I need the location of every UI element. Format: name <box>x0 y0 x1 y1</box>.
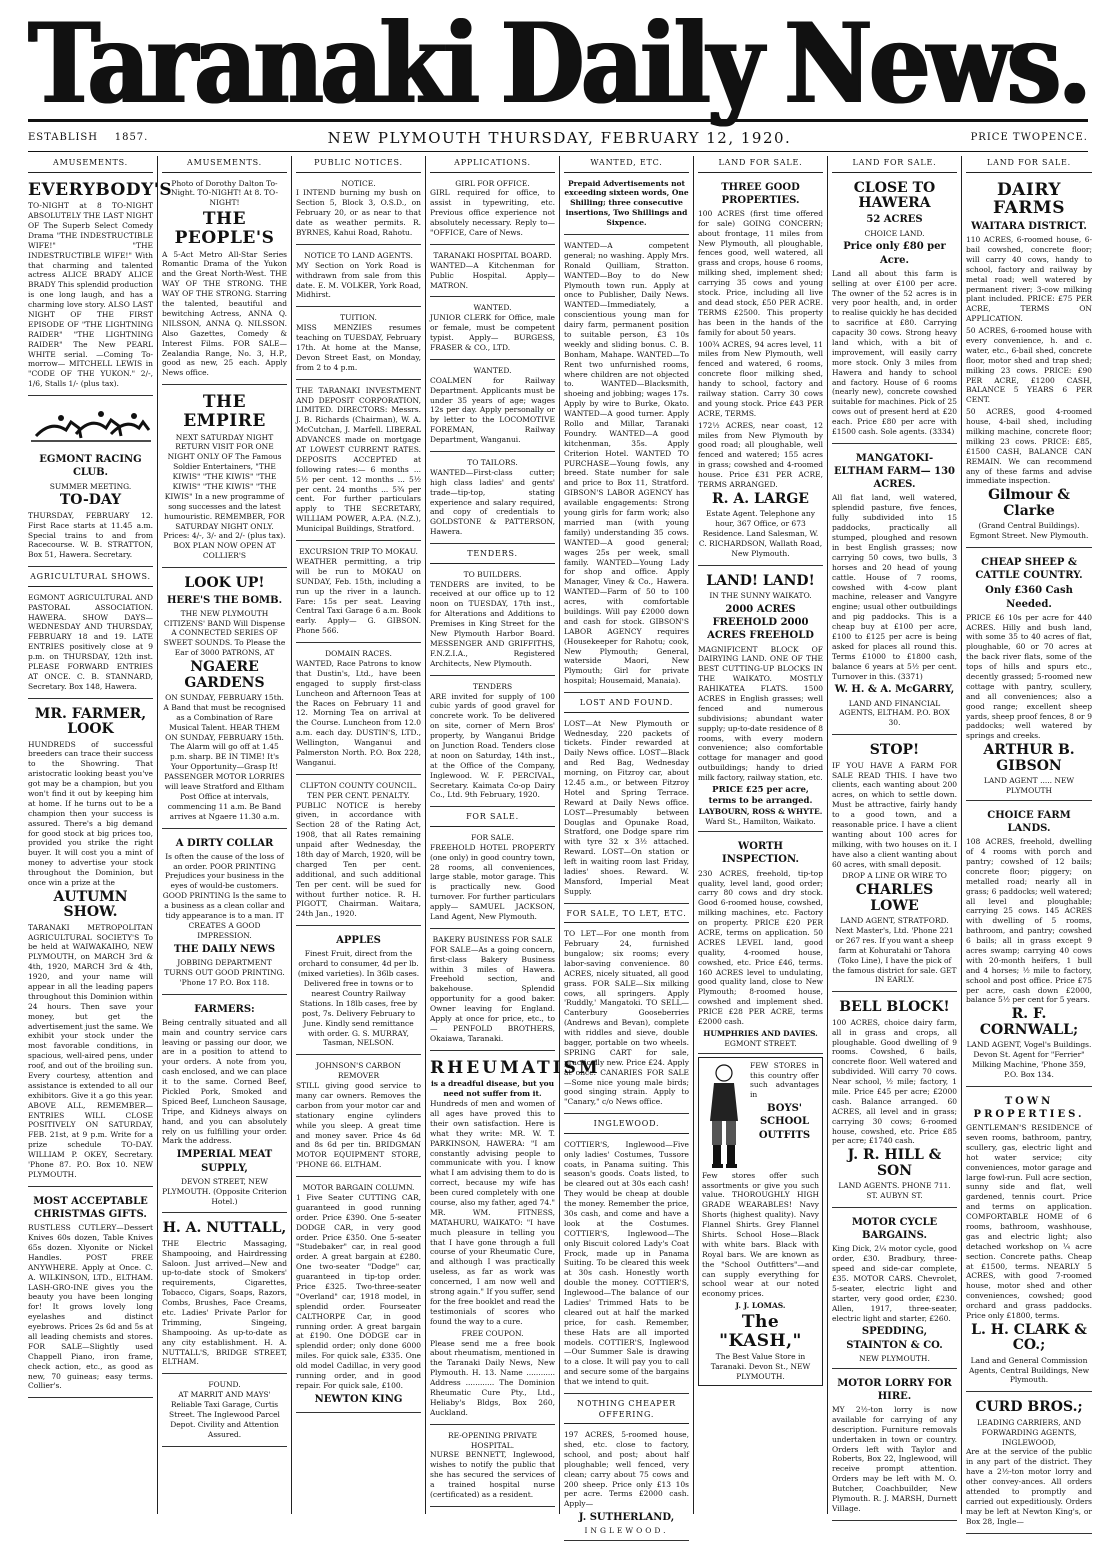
ad-title: MOST ACCEPTABLE CHRISTMAS GIFTS. <box>33 1195 148 1220</box>
ad-body: 100 ACRES, choice dairy farm, all in grass and crops, all ploughable. Good dwelling of 9 rooms. Cowshed, 6 bails, concrete floor. Well watered and subdivided. Will carry 70 cows. Near school, ½ mile; factory, 1 mile. Price £45 per acre; £2000 cash. Balance arranged. 60 ACRES, all level and in grass; carrying 30 cows; 6-roomed house, cowshed, etc. Price £85 per acre; £1740 cash. <box>832 1017 957 1146</box>
issue-date: NEW PLYMOUTH THURSDAY, FEBRUARY 12, 1920. <box>327 128 792 147</box>
ad-title: DOMAIN RACES. <box>325 649 392 659</box>
ad-signature: SPEDDING, STAINTON & CO. <box>846 1326 943 1351</box>
ad-body: FREEHOLD HOTEL PROPERTY (one only) in good country town, 28 rooms, all conveniences, large stable, motor garage. This is practically new. Good turnover. For further particulars apply— SAMUEL JACKSON, Land Agent, New Plymouth. <box>430 842 555 921</box>
ad-mr-farmer <box>28 702 153 1187</box>
ad-title: EGMONT RACING CLUB. <box>39 454 142 479</box>
ad-girl-office <box>430 176 555 245</box>
ad-body: 50 ACRES, good 4-roomed house, 4-bail shed, including milking machine, concrete floor; milking 23 cows. PRICE: £85, £1500 CASH, BALANCE CAN REMAIN. We can recommend any of these farms and advise immediate inspection. <box>966 407 1092 486</box>
ad-body: GIRL required for office, to assist in typewriting, etc. Previous office experience not absolutely necessary. Reply to— "OFFICE, Care of News. <box>430 188 555 237</box>
ad-signature: J. R. HILL & SON <box>847 1147 942 1179</box>
outfit-figure <box>702 1061 819 1171</box>
masthead-word-2: Daily <box>500 0 760 129</box>
ad-title: CURD BROS.; <box>975 1399 1083 1416</box>
column-8 <box>962 156 1096 1526</box>
ad-title: MR. FARMER, LOOK <box>34 705 147 738</box>
ad-body: WANTED—A competent general; no washing. Apply Mrs. Ronald Quilliam, Stratton. WANTED—Boy to do New Plymouth town run. Apply at once to Publisher, Daily News. WANTED—Immediately, a conscientious young man for dairy farm, permanent position to suitable person, £3 10s weekly and sliding bonus. C. B. Bonham, Mahape. WANTED—To Rent two unfurnished rooms, where children are not objected to. WANTED—Blacksmith, shoeing and jobbing; wages 17s. Apply by wire to Burke, Okato. WANTED—A good turner. Apply Rollo and Millar, Taranaki Foundry. WANTED—A good kitchenman, 35s. Apply Criterion Hotel. WANTED TO PURCHASE—Young fowls, any breed. State number for sale and price to Box 11, Stratford. GIBSON'S LABOR AGENCY has available engagements: Strong young girls for farm work; also married man (with young family) understanding 35 cows. WANTED—A good general; wages 25s per week, small family. WANTED—Young Lady for shop and office. Apply Manager, Viney & Co., Hawera. WANTED—Farm of 50 to 100 acres, with comfortable buildings. Will pay £2000 down and cash for stock. GIBSON'S LABOR AGENCY requires (Housekeeper for Rahotu; cook, New Plymouth; General, waterside Maori, New Plymouth; Girl for private hospital; Housemaid, Manaia). <box>564 241 689 686</box>
ad-body: ON SUNDAY, FEBRUARY 15th. A Band that must be recognised as a Combination of Rare Musical Talent. HEAR THEM ON SUNDAY, FEBRUARY 15th. The Alarm will go off at 1.45 p.m. sharp. BE IN TIME! It's Your Opportunity—Grasp It! PASSENGER MOTOR LORRIES will leave Stratford and Eltham Post Office at intervals, commencing 11 a.m. Be Band arrives at Ngaere 11.30 a.m. <box>163 692 286 821</box>
ad-title: JOHNSON'S CARBON REMOVER <box>316 1061 401 1081</box>
ad-title: MOTOR LORRY FOR HIRE. <box>837 1377 952 1402</box>
ad-title: TOWN PROPERTIES. <box>973 1095 1085 1120</box>
ad-intro: DROP A LINE OR WIRE TO <box>842 871 947 881</box>
ad-body: Few stores offer such assortments or give you such value. THOROUGHLY HIGH GRADE WEARABLES! Navy Shorts (highest quality). Navy Flannel Shirts. Grey Flannel Shirts. School Hose—Black with white bars. Black with Royal bars. We are known as the "School Outfitters"—and can supply everything for school wear at our noted economy prices. <box>702 1170 819 1299</box>
ad-title: NOTICE. <box>341 178 376 188</box>
ad-found <box>162 1377 287 1446</box>
ad-title: FOUND. <box>208 1380 241 1390</box>
ad-title: APPLES <box>336 935 381 947</box>
ad-body: NURSE BENNETT, Inglewood, wishes to notify the public that she has secured the services of a trained hospital nurse (certificated) as a resident. <box>430 1450 555 1499</box>
horse-race-illustration <box>31 400 151 444</box>
ad-title: BOYS' SCHOOL OUTFITS <box>758 1103 811 1141</box>
ad-address: LAND AGENT, STRATFORD. Next Master's, Ltd. 'Phone 221 or 267 res. If you want a sheep farm at Kohuratahi or Tahora (Toko Line), I have the pick of the famous district for sale. GET IN EARLY. <box>832 916 957 985</box>
ad-title: CHEAP SHEEP & CATTLE COUNTRY. <box>975 556 1083 582</box>
ad-title: DAIRY FARMS <box>993 179 1065 219</box>
column-1 <box>24 156 173 1514</box>
ad-bell-block <box>832 995 957 1208</box>
ad-to-let-list <box>564 926 689 1114</box>
ad-body: TO LET—For one month from February 24, furnished bungalow; six rooms; every labor-saving convenience. 80 ACRES, nicely situated, all good grass. FOR SALE—Six milking cows, all springers. Apply 'Ruddly,' Mangatoki. TO SELL—Canterbury Gooseberries (Andrews and Bevan), complete with riddles and sieve, double bagger, portable on two wheels. SPRING CART for sale, practically new. Price £24. Apply at once. CANARIES FOR SALE—Some nice young male birds; good singing strain. Apply to "Canary," c/o News office. <box>564 929 689 1107</box>
ad-title: RE-OPENING PRIVATE HOSPITAL. <box>448 1430 537 1450</box>
ad-body: Prepaid Advertisements not exceeding sixteen words, One Shilling; three consecutive insertions, Two Shillings and Sixpence. <box>564 178 689 228</box>
ad-excursion <box>296 544 421 643</box>
ad-title: RHEUMATISM <box>430 1057 601 1078</box>
ad-body: THE Electric Massaging, Shampooing, and Hairdressing Saloon. Just arrived—New and up-to-date stock of Smokers' requirements, Cigarettes, Tobacco, Cigars, Soaps, Razors, Combs, Brushes, Face Creams, etc. Ladies' Private Parlor for Trimming, Singeing, Shampooing. As up-to-date as any city establishment. H. A. NUTTALL'S, BRIDGE STREET, ELTHAM. <box>162 1238 287 1367</box>
ad-rheumatism <box>430 1054 601 1425</box>
ad-title: A DIRTY COLLAR <box>175 837 274 849</box>
ad-body: 230 ACRES, freehold, tip-top quality, level land, good order; carry 80 cows and dry stock. Good 6-roomed house, cowshed, milking machines, etc. Factory on property. PRICE £20 PER ACRE, terms on application. 50 ACRES LEVEL land, good quality, 4-roomed house, cowshed, etc. Price £46, terms. 160 ACRES level to undulating, good quality land, close to New Plymouth; 8-roomed house, cowshed and implement shed. PRICE £28 PER ACRE, terms £2000 cash. <box>698 868 823 1026</box>
ad-title: WANTED. <box>473 303 512 313</box>
ad-title: GIRL FOR OFFICE. <box>455 178 530 188</box>
ad-junior-clerk <box>430 300 555 359</box>
ad-signature: R. F. CORNWALL; <box>979 1006 1079 1038</box>
ad-motor-lorry <box>832 1372 957 1521</box>
ad-dairy-farms <box>966 176 1092 548</box>
ad-tuition <box>296 310 421 379</box>
ad-address: LAND AGENTS. PHONE 711. ST. AUBYN ST. <box>838 1181 951 1200</box>
ad-title: CLIFTON COUNTY COUNCIL. <box>300 780 417 790</box>
ad-body: Land all about this farm is selling at over £100 per acre. The owner of the 52 acres is in very poor health, and, in order to realise quickly he has decided to sacrifice at £80. Carrying capacity 30 cows. Strong heavy land which, with a bit of improvement, will easily carry more stock. Only 3 miles from Hawera and handy to school and factory. House of 6 rooms (nearly new), concrete cowshed suitable for machines. Pick of 25 cows out of present herd at £20 each. Price £80 per acre with £1500 cash. Sole agents. (3334) <box>832 268 957 437</box>
ad-mangatoki <box>832 447 957 735</box>
section-heading: PUBLIC NOTICES. <box>296 156 421 173</box>
ad-title: BELL BLOCK! <box>839 999 950 1016</box>
coupon-title: FREE COUPON. <box>461 1328 524 1338</box>
ad-everybodys <box>28 176 173 397</box>
column-5 <box>560 156 694 1536</box>
ad-highlight: AUTUMN SHOW. <box>53 888 128 921</box>
ad-title: CHOICE FARM LANDS. <box>987 809 1071 835</box>
ad-body: A 5-Act Metro All-Star Series Romantic Drama of the Yukon and the Great North-West. THE WAY OF THE STRONG. THE WAY OF THE STRONG. Starring the talented, beautiful and bewitching Actress, ANNA Q. NILSSON, ANNA Q. NILSSON. Also Gazettes, Comedy & Interest Films. FOR SALE—Zealandia Range, No. 3, H.P., good as new, 25 each. Apply News office. <box>162 249 287 378</box>
section-heading: INGLEWOOD. <box>564 1117 689 1134</box>
ad-body: WANTED—A Kitchenman for Public Hospital. Apply— MATRON. <box>430 260 555 290</box>
section-heading: AMUSEMENTS. <box>162 156 287 173</box>
ad-title: FARMERS: <box>194 1003 255 1015</box>
ad-stop <box>832 738 957 992</box>
ad-curd-bros <box>966 1395 1092 1533</box>
ad-intro: FEW STORES in this country offer such advantages in <box>750 1060 819 1100</box>
ad-choice-farms <box>966 804 1092 1087</box>
ad-highlight: IMPERIAL MEAT SUPPLY, <box>176 1149 273 1174</box>
ad-body: 172½ ACRES, near coast, 12 miles from New Plymouth by good road; all ploughable, well fenced and watered; 155 acres in grass; cowshed and 4-roomed house. Price £31 PER ACRE, TERMS ARRANGED. <box>698 420 823 489</box>
ad-sunny-waikato <box>698 569 823 833</box>
ad-title: CLOSE TO HAWERA <box>853 179 936 211</box>
ad-subtitle: SUMMER MEETING. <box>49 481 132 491</box>
ad-title: TUITION. <box>340 313 377 323</box>
ad-apples <box>296 929 421 1055</box>
columns <box>24 156 1096 1536</box>
ad-body: TARANAKI METROPOLITAN AGRICULTURAL SOCIETY'S To be held at WAIWAKAIHO, NEW PLYMOUTH, on MARCH 3rd & 4th, 1920, MARCH 3rd & 4th, 1920, and your name will appear in all the leading papers throughout this Dominion within 24 hours. Then save your money, but get the advertisement just the same. We exhibit your stock under the most favorable conditions, in spacious, well-aired pens, under roof, and out of the broiling sun. Every courtesy, attention and assistance is extended to all our exhibitors. Give it a go this year. ABOVE ALL, REMEMBER— ENTRIES WILL CLOSE POSITIVELY ON SATURDAY, FEB. 21st, at 9 p.m. Write for a prize schedule TO-DAY. WILLIAM P. OKEY, Secretary. 'Phone 87. P.O. Box 10. NEW PLYMOUTH. <box>28 922 153 1179</box>
ad-body: WANTED—First-class cutter; high class ladies' and gents' trade—tip-top, stating experience and salary required, and copy of credentials to GOLDSTONE & PATTERSON, Hawera. <box>430 467 555 537</box>
ad-body: MY 2½-ton lorry is now available for carrying of any description. Furniture removals undertaken in town or country. Orders left with Taylor and Roberts, Box 22, Inglewood, will receive prompt attention. Orders may be left with M. O. Butcher, Coachbuilder, New Plymouth. R. J. MARSH, Durnett Village. <box>832 1405 957 1513</box>
ad-signature: Gilmour & Clarke <box>988 487 1070 519</box>
section-heading: LOST AND FOUND. <box>564 696 689 713</box>
ad-title: STOP! <box>869 742 920 759</box>
ad-highlight: 2000 ACRES FREEHOLD 2000 ACRES FREEHOLD <box>707 603 814 642</box>
ad-signature: L. H. CLARK & CO.; <box>971 1321 1087 1354</box>
ad-boys-outfits <box>698 1057 823 1387</box>
ad-hotel <box>430 830 555 929</box>
established: ESTABLISH 1857. <box>28 132 149 143</box>
ad-body: 110 ACRES, 6-roomed house, 6-bail cowshed, concrete floor; will carry 40 cows, handy to school, factory and railway by metal road; well watered by permanent river; 3-cow milking plant included. PRICE: £75 PER ACRE, TERMS ON APPLICATION. <box>966 235 1092 324</box>
ad-subtitle: LEADING CARRIERS, AND FORWARDING AGENTS, INGLEWOOD, <box>977 1417 1081 1447</box>
section-heading: FOR SALE, TO LET, ETC. <box>564 907 689 924</box>
section-heading: NOTHING CHEAPER OFFERING. <box>564 1397 689 1424</box>
ad-title: TARANAKI HOSPITAL BOARD. <box>433 250 552 260</box>
ad-body: MISS MENZIES resumes teaching on TUESDAY, February 17th. At home at the Manse, Devon Street East, on Monday, from 2 to 4 p.m. <box>296 323 421 372</box>
ad-subtitle: 52 ACRES <box>866 214 923 226</box>
ad-body: Hundreds of men and women of all ages have proved this to their own satisfaction. Here is what they write: MR. W. T. PARKINSON, HAWERA: "I am constantly advising people to communicate with you. I know what I am advising them to do is correct, because my wife has been cured completely with one course, also my father, aged 74." MR. WM. FITNESS, MATAHURU, WAIKATO: "I have much pleasure in telling you that I have gone through a full course of your Rheumatic Cure, and although I was practically useless, as far as work was concerned, I am now well and strong again." If you suffer, send for the free booklet and read the testimonials of scores who found the way to a cure. <box>430 1099 555 1326</box>
ad-wanted-list <box>564 238 689 693</box>
ad-body: MAGNIFICENT BLOCK OF DAIRYING LAND. ONE OF THE BEST CUTTING-UP BLOCKS IN THE WAIKATO. MOSTLY RAHIKATEA FLATS. 1500 ACRES in English grasses; well fenced and numerous subdivisions; abundant water supply; up-to-date residence of 8 rooms, with every modern convenience; also comfortable cottage for manager and good outbuildings; handy to dried milk factory, railway station, etc. <box>698 644 823 783</box>
ad-title: EXCURSION TRIP TO MOKAU. <box>299 547 418 557</box>
ad-address: Estate Agent. Telephone any hour, 367 Office, or 673 Residence. Land Salesman, W. C. RICHARDSON, Wallath Road, New Plymouth. <box>698 509 823 558</box>
boy-illustration <box>702 1061 746 1171</box>
column-2 <box>158 156 292 1514</box>
ad-body: 50 ACRES, 6-roomed house with every convenience, h. and c. water, etc., 6-bail shed, concrete floor, motor shed and trap shed; milking 23 cows. PRICE: £90 PER ACRE, £1200 CASH, BALANCE 5 YEARS 6 PER CENT. <box>966 326 1092 405</box>
ad-body: RUSTLESS CUTLERY—Dessert Knives 60s dozen, Table Knives 65s dozen. Xlyonite or Nickel Handles. POST FREE ANYWHERE. Apply at Once. C. A. WILKINSON, LTD., ELTHAM. LASH-GRO-INE gives you the beauty you have been longing for! It grows lovely long eyelashes and distinct eyebrows. Prices 2s 6d and 5s at all leading chemists and stores. FOR SALE—Slightly used Chappell Piano, iron frame, check action, etc., as good as new, 70 guineas; easy terms. Collier's. <box>28 1223 153 1391</box>
ad-body: THE NEW PLYMOUTH CITIZENS' BAND Will Dispense A CONNECTED SERIES OF SWEET SOUNDS. To Please the Ear of 3000 PATRONS, AT <box>163 608 286 658</box>
ad-address: LAND AGENT, Vogel's Buildings. Devon St. Agent for "Ferrier" Milking Machine, 'Phone 359, P.O. Box 134. <box>966 1040 1092 1079</box>
ad-builders <box>430 567 555 676</box>
ad-signature: HUMPHRIES AND DAVIES. <box>703 1028 818 1038</box>
ad-body: 100¾ ACRES, 94 acres level, 11 miles from New Plymouth, well fenced and watered, 6 rooms, concrete floor milking shed, handy to school, factory and railway station. Carry 30 cows and young stock. Price £43 PER ACRE, TERMS. <box>698 339 823 418</box>
ad-title: THREE GOOD PROPERTIES. <box>721 181 800 206</box>
ad-body: ARE invited for supply of 100 cubic yards of good gravel for concrete work. To be delivered on site, corner of Mern Bros' property, by Wanganui Bridge on Junction Road. Tenders close at noon on Saturday, 14th inst., at the Office of the Company, Inglewood. W. F. PERCIVAL, Secretary. Kaimata Co-op Dairy Co., Ltd. 9th February, 1920. <box>430 691 555 800</box>
ad-address: NEW PLYMOUTH. <box>859 1353 930 1363</box>
ad-body: THE TARANAKI INVESTMENT AND DEPOSIT CORPORATION, LIMITED. DIRECTORS: Messrs. J. B. Richards (Chairman), W. A. McCutchan, J. Marfell. LIBERAL ADVANCES made on mortgage AT LOWEST CURRENT RATES. DEPOSITS ACCEPTED at following rates:— 6 months ... 5½ per cent. 12 months ... 5½ per cent. 24 months ... 5¾ per cent. For further particulars apply to THE SECRETARY, WILLIAM POWER, A.P.A. (N.Z.), Municipal Buildings, Stratford. <box>296 385 421 534</box>
ad-signature: R. A. LARGE <box>712 490 809 507</box>
ad-body: HUNDREDS of successful breeders can trace their success to the Showring. That aristocratic looking beast you've got may be a champion, but you won't find it out by keeping him at home. If he turns out to be a champion then your success is assured. There's a big demand for good stock at big prices too, provided you strike the right buyer. It will cost you a mint of money to advertise your stock throughout the Dominion, but once win a prize at the <box>28 739 153 887</box>
column-3 <box>292 156 426 1514</box>
ad-dustins <box>296 646 421 775</box>
ad-address: (Grand Central Buildings). Egmont Street. New Plymouth. <box>969 521 1089 541</box>
ad-gravel <box>430 679 555 808</box>
ad-body: PUBLIC NOTICE is hereby given, in accordance with Section 28 of the Rating Act, 1908, that all Rates remaining unpaid after Wednesday, the 18th day of March, 1920, will be charged Ten per cent. additional, and such additional Ten per cent. will be sued for without further notice. R. H. PIGOTT, Chairman. Waitara, 24th Jan., 1920. <box>296 800 421 919</box>
ad-body: NEXT SATURDAY NIGHT RETURN VISIT FOR ONE NIGHT ONLY OF The Famous Soldier Entertainers, "THE KIWIS" "THE KIWIS" "THE KIWIS" "THE KIWIS" "THE KIWIS" In a new programme of song successes and the latest humouristic. REMEMBER, FOR SATURDAY NIGHT ONLY. Prices: 4/-, 3/- and 2/- (plus tax). BOX PLAN NOW OPEN AT COLLIER'S <box>163 432 286 561</box>
ad-body: EGMONT AGRICULTURAL AND PASTORAL ASSOCIATION. HAWERA. SHOW DAYS— WEDNESDAY AND THURSDAY, FEBRUARY 18 and 19. LATE ENTRIES positively close at 9 p.m. on THURSDAY, 12th inst. PLEASE FORWARD ENTRIES AT ONCE. C. B. STANNARD, Secretary. Box 148, Hawera. <box>28 592 153 691</box>
ad-subtitle: WAITARA DISTRICT. <box>971 220 1087 232</box>
ad-signature: ARTHUR B. GIBSON <box>983 742 1075 774</box>
ad-body: All flat land, well watered, splendid pasture, five fences, fully subdivided into 15 paddocks, practically all stumped, ploughed and resown in best English grasses; now carrying 50 cows, two bulls, 3 horses and 20 head of young cattle. House of 7 rooms, cowshed with 4-cow plant machine, releaser and Vangyre engine; usual other outbuildings and pig paddocks. This is a cheap buy at £100 per acre, £100 to £125 per acre is being asked for places all round this. Terms £1000 to £1800 cash, balance 6 years at 5½ per cent. Turnover in this. (3371) <box>832 493 957 681</box>
ad-signature: W. H. & A. McGARRY, <box>834 684 955 696</box>
ad-address: INGLEWOOD. <box>584 1526 669 1536</box>
ad-subtitle: IN THE SUNNY WAIKATO. <box>709 591 812 601</box>
ad-body: THURSDAY, FEBRUARY 12. First Race starts at 11.45 a.m. Special trains to and from Racecourse. W. B. STRATTON, Box 51, Hawera. Secretary. <box>28 510 153 560</box>
ad-title: MOTOR CYCLE BARGAINS. <box>851 1216 938 1242</box>
ad-title: LAND! LAND! <box>706 572 815 589</box>
ad-intro: Photo of Dorothy Dalton To-Night. TO-NIGHT! At 8. TO-NIGHT! <box>171 178 278 208</box>
ad-197-acres <box>564 1427 689 1541</box>
ad-body: WANTED, Race Patrons to know that Dustin's, Ltd., have been engaged to supply first-class Luncheon and Afternoon Teas at the Races on February 11 and 12. Morning Tea on arrival at the Course. Luncheon from 12.0 a.m. each day. DUSTIN'S, LTD., Wellington, Wanganui and Palmerston North. P.O. Box 228, Wanganui. <box>296 658 421 767</box>
ad-body: COTTIER'S, Inglewood—Five only ladies' Costumes, Tussore coats, in Panama suiting. This season's goods. Coats listed, to be cleared out at 30s each cash! They would be cheap at double the money. Remember the price, 30s cash, and come and have a look at the Costumes. COTTIER'S, Inglewood—The only Biscuit colored Lady's Coat Frock, made up in Panama Suiting. To be cleared this week at 30s cash. Honestly worth double the money. COTTIER'S, Inglewood—The balance of our Ladies' Trimmed Hats to be cleared out at half the marked price, for cash. Remember, these Hats are all imported models. COTTIER'S, Inglewood—Our Summer Sale is drawing to a close. It will pay you to call and secure some of the bargains that we intend to quit. <box>564 1139 689 1387</box>
ad-body: 108 ACRES, freehold, dwelling of 4 rooms with porch and pantry; cowshed of 12 bails; concrete floor; piggery; on metalled road; nearly all in grass; 6 paddocks; well watered; all level and ploughable; carrying 25 cows. 145 ACRES with dwelling of 5 rooms, bathroom, and pantry; cowshed 6 bails; all in grass except 9 acres swamp; carrying 40 cows with 20-month heifers, 1 bull and 4 horses; ½ mile to factory, school and post office. Price £75 per acre, cash down £2000, balance 5½ per cent for 5 years. <box>966 837 1092 1005</box>
ad-body: PRICE £6 10s per acre for 440 ACRES. Hilly and bush land, with some 35 to 40 acres of flat, ploughable, 60 or 70 acres at the back river flats, some of the tops of hills and spurs etc., decently grassed; 5-roomed new cottage with pantry, scullery, and all conveniences; also a good range; excellent sheep yards, sheep proof fences, 8 or 9 paddocks; well watered by springs and creeks. <box>966 612 1092 741</box>
ad-title: TO BUILDERS. <box>463 569 522 579</box>
ad-worth-inspection <box>698 835 823 1053</box>
ad-body: Finest Fruit, direct from the orchard to consumer, 4d per lb. (mixed varieties). In 36lb cases. Delivered free in towns or to nearest Country Railway Stations. In 18lb cases, free by post, 7s. Delivery February to June. Kindly send remittance with order. G. S. MURRAY, Tasman, NELSON. <box>297 949 420 1048</box>
ad-three-properties <box>698 176 823 566</box>
ad-body: King Dick, 2¼ motor cycle, good order, £30. Bradbury, three-speed and side-car complete, £35. MOTOR CARS. Chevrolet, 5-seater, electric light and starter, very good order, £230. Allen, 1917, three-seater, electric light and starter, £260. <box>832 1244 957 1323</box>
ad-empire <box>162 388 287 568</box>
ad-body: Is often the cause of the loss of an order. POOR PRINTING Prejudices your business in the eyes of would-be customers. GOOD PRINTING Is the same to a business as a clean collar and tidy appearance is to a man. IT CREATES A GOOD IMPRESSION. <box>162 851 287 940</box>
section-heading: AGRICULTURAL SHOWS. <box>28 570 153 587</box>
ad-body: WEATHER permitting, a trip will be run to MOKAU on SUNDAY, Feb. 15th, including a run up the river in a launch. Fare: 15s per seat. Leaving Central Taxi Garage 6 a.m. Book early. Apply— G. GIBSON. Phone 566. <box>296 556 421 636</box>
ad-body: MY Section on York Road is withdrawn from sale from this date. E. M. VOLKER, York Road, Midhirst. <box>296 260 421 300</box>
ad-egmont-racing <box>28 448 153 567</box>
masthead-word-1: Taranaki <box>28 0 477 129</box>
ad-subtitle: CHOICE LAND. <box>864 228 925 238</box>
column-6 <box>694 156 828 1514</box>
ad-body: GENTLEMAN'S RESIDENCE of seven rooms, bathroom, pantry, scullery, gas, electric light and hot water service; city conveniences, motor garage and large fowl-run. Full acre section, sunny side and flat, well gardened, tennis court. Price and terms on application. COMFORTABLE HOME of 6 rooms, bathroom, washhouse, gas and electric light; also detached workshop on ¼ acre section. Concrete paths. Cheap at £1500, terms. NEARLY 5 ACRES, with good 7-roomed house, motor shed and other conveniences, cowshed; good orchard and grass paddocks. Price only £1800, terms. <box>966 1123 1092 1320</box>
ad-signature: J. J. LOMAS. <box>735 1301 786 1311</box>
ad-price: Price only £80 per Acre. <box>843 241 946 266</box>
ad-farmers <box>162 998 287 1214</box>
ad-body: LOST—At New Plymouth or Wednesday, 220 packets of tickets. Finder rewarded at Daily News office. LOST—Black and Red Bag, Wednesday morning, on Fitzroy car, about 12.45 a.m., or between Fitzroy Hotel and Spring Terrace. Reward at Daily News office. LOST—Presumably between Douglas and Opunake Road, Stratford, one Dodge spare rim with tyre 32 x 3½ attached. Reward. LOST—On station or left in waiting room last Friday, ladies' shoes. Reward. W. Mansford, Imperial Meat Supply. <box>564 718 689 896</box>
ad-address: Land and General Commission Agents, Central Buildings, New Plymouth. <box>969 1355 1089 1385</box>
section-heading: LAND FOR SALE. <box>966 156 1092 173</box>
ad-cottiers <box>564 1137 689 1394</box>
ad-title: MANGATOKI-ELTHAM FARM— 130 ACRES. <box>833 452 956 491</box>
ad-address: LAND AND FINANCIAL AGENTS, ELTHAM. P.O. BOX 30. <box>839 698 950 728</box>
ad-close-to-hawera <box>832 176 957 444</box>
ad-price: PRICE £25 per acre, terms to be arranged. <box>708 785 813 807</box>
ad-subtitle: HERE'S THE BOMB. <box>166 594 283 606</box>
ad-highlight: THE DAILY NEWS <box>173 943 276 955</box>
ad-title: TO TAILORS. <box>467 458 518 468</box>
ad-address: The Best Value Store in Taranaki. Devon St., NEW PLYMOUTH. <box>710 1352 811 1382</box>
section-heading: LAND FOR SALE. <box>698 156 823 173</box>
section-heading: AMUSEMENTS. <box>28 156 153 173</box>
ad-title: TENDERS <box>472 681 513 691</box>
ad-body: JOBBING DEPARTMENT TURNS OUT GOOD PRINTING. 'Phone 17 P.O. Box 118. <box>164 957 285 987</box>
ad-coalmen <box>430 363 555 452</box>
ad-motor-cycles <box>832 1211 957 1369</box>
ad-wanted-intro <box>564 176 689 235</box>
ad-title: NOTICE TO LAND AGENTS. <box>304 250 413 260</box>
ad-body: TENDERS are invited, to be received at our office up to 12 noon on TUESDAY, 17th inst., for Alterations and Additions to Premises in King Street for the New Plymouth Harbor Board. MESSENGER AND GRIFFITHS, F.N.Z.I.A., Registered Architects, New Plymouth. <box>430 579 555 668</box>
ad-body: IF YOU HAVE A FARM FOR SALE READ THIS. I have two clients, each wanting about 200 acres, on which to settle down. Must be attractive, fairly handy to a good town, and a reasonable price. I have a client wanting about 100 acres for milking, with two houses on it. I have also a client wanting about 60 acres, with small deposit. <box>832 760 957 869</box>
ad-carbon-remover <box>296 1058 421 1177</box>
ad-title: H. A. NUTTALL, <box>162 1220 287 1237</box>
masthead <box>28 0 1088 129</box>
ad-notice-burning <box>296 176 421 245</box>
section-heading: TENDERS. <box>430 547 555 564</box>
ad-body: COALMEN for Railway Department. Applicants must be under 35 years of age; wages 12s per day. Apply personally or by letter to the LOCOMOTIVE FOREMAN, Railway Department, Wanganui. <box>430 375 555 445</box>
ad-body: JUNIOR CLERK for Office, male or female, must be competent typist. Apply— BURGESS, FRASER & CO., LTD. <box>430 313 555 353</box>
ad-notice-land-agents <box>296 248 421 307</box>
ad-title: THE PEOPLE'S <box>174 209 275 248</box>
section-heading: APPLICATIONS. <box>430 156 555 173</box>
ad-address: EGMONT STREET. <box>724 1038 797 1048</box>
ad-subtitle: TEN PER CENT. PENALTY. <box>307 790 410 800</box>
ad-title: WORTH INSPECTION. <box>722 841 799 866</box>
column-7 <box>828 156 962 1514</box>
ad-title: THE EMPIRE <box>183 392 266 431</box>
ad-highlight: The "KASH," <box>719 1312 802 1351</box>
ad-body: 100 ACRES (first time offered for sale) GOING CONCERN; about frontage, 11 miles from New Plymouth, all ploughable, fences good, well watered, all grass and crops, house 6 rooms, milking shed, implement shed; carrying 35 cows and young stock. Price, including all live and dead stock, £50 PER ACRE. TERMS £2500. This property has been in the hands of the family for about 50 years. <box>698 208 823 337</box>
ad-body: 197 ACRES, 5-roomed house, shed, etc. close to factory, school, and post; about half ploughable; well fenced, very clean; carry about 75 cows and 200 sheep. Price only £13 10s per acre. Terms £2000 cash. Apply— <box>564 1430 689 1509</box>
ad-body: 1 Five Seater CUTTING CAR, guaranteed in good running order. Price £390. One 5-seater DODGE CAR, in very good order. Price £350. One 5-seater "Studebaker" car, in real good order. A great bargain at £280. One two-seater "Dodge" car, guaranteed in tip-top order. Price £325. Two-three-seater "Overland" car, 1918 model, in splendid order. Fourseater CALTHORPE Car, in good running order. A great bargain at £190. One DODGE car in splendid order; only done 6000 miles. For quick sale, £335. One old model Cadillac, in very good running order, and in good repair. For quick sale, £100. <box>296 1193 421 1390</box>
ad-signature: J. SUTHERLAND, <box>578 1512 675 1524</box>
price: PRICE TWOPENCE. <box>970 132 1088 143</box>
dateline <box>28 124 1088 152</box>
ad-peoples <box>162 176 287 386</box>
ad-body: AT MARRIT AND MAYS' Reliable Taxi Garage, Curtis Street. The Inglewood Parcel Depot. Civility and Attention Assured. <box>169 1390 280 1439</box>
ad-nuttall <box>162 1216 287 1374</box>
ad-signature: LAYBOURN, ROSS & WHYTE. <box>698 807 823 817</box>
ad-egmont-show <box>28 590 153 699</box>
ad-price: Only £360 Cash Needed. <box>985 585 1073 610</box>
ad-body: TO-NIGHT at 8 TO-NIGHT ABSOLUTELY THE LAST NIGHT OF The Superb Select Comedy Drama "THE INDESTRUCTIBLE WIFE!" "THE INDESTRUCTIBLE WIFE!" With that charming and talented actress ALICE BRADY ALICE BRADY This splendid production is one long laugh, and has a charming love story. ALSO LAST NIGHT OF THE FIRST EPISODE OF "THE LIGHTNING RAIDER" "THE LIGHTNING RAIDER" The New PEARL WHITE serial. —Coming To-morrow— MITCHELL LEWIS in "CODE OF THE YUKON." 2/-, 1/6, Stalls 1/- (plus tax). <box>28 201 153 389</box>
ad-printing <box>162 832 287 995</box>
ad-address: DEVON STREET, NEW PLYMOUTH. (Opposite Criterion Hotel.) <box>162 1176 287 1206</box>
ad-address: Ward St., Hamilton, Waikato. <box>705 817 816 827</box>
ad-christmas-gifts <box>28 1190 153 1399</box>
ad-signature: NEWTON KING <box>314 1393 403 1405</box>
column-4 <box>426 156 601 1514</box>
ad-highlight: NGAERE GARDENS <box>184 659 265 691</box>
ad-title: BAKERY BUSINESS FOR SALE <box>432 934 553 944</box>
ad-body: I INTEND burning my bush on Section 5, Block 3, O.S.D., on February 20, or as near to that date as weather permits. R. BYRNES, Kahui Road, Rahotu. <box>296 188 421 237</box>
ad-hospital-board <box>430 248 555 298</box>
ad-address: LAND AGENT ..... NEW PLYMOUTH <box>983 776 1075 795</box>
ad-highlight: TO-DAY <box>59 492 122 509</box>
outfit-text <box>750 1061 819 1171</box>
ad-body: FOR SALE—As a going concern, first-class Bakery Business within 3 miles of Hawera. Freehold section, and bakehouse. Splendid opportunity for a good baker. Owner leaving for England. Apply at once for price, etc., to— PENFOLD BROTHERS, Okaiawa, Taranaki. <box>430 944 555 1043</box>
ad-clifton <box>296 778 421 926</box>
ad-title: MOTOR BARGAIN COLUMN. <box>302 1183 415 1193</box>
ad-cheap-country <box>966 551 1092 801</box>
ad-title: WANTED. <box>473 365 512 375</box>
ad-body: Being centrally situated and all main and country service cars leaving or passing our door, we are in a position to attend to your orders. A note from you, cash enclosed, and we can place it to the same. Corned Beef, Pickled Pork, Smoked and Spiced Beef, Luncheon Sausage, Tripe, and Kidneys always on hand, and you can absolutely rely on us fulfilling your order. Mark the address. <box>162 1017 287 1146</box>
ad-town-properties <box>966 1090 1092 1393</box>
section-heading: FOR SALE. <box>430 810 555 827</box>
section-heading: WANTED, ETC. <box>564 156 689 173</box>
ad-signature: CHARLES LOWE <box>855 882 934 914</box>
ad-citizens-band <box>162 571 287 828</box>
ad-tailors <box>430 455 555 544</box>
ad-title: LOOK UP! <box>184 575 265 592</box>
ad-title: EVERYBODY'S <box>28 179 173 200</box>
ad-investment <box>296 383 421 541</box>
ad-title: FOR SALE. <box>471 832 514 842</box>
ad-body: STILL giving good service to many car owners. Removes the carbon from your motor car and stationary engine cylinders while you sleep. A great time and money saver. Price 4s 6d and 8s 6d per tin. BRIDGMAN MOTOR EQUIPMENT STORE, 'PHONE 66. ELTHAM. <box>296 1081 421 1170</box>
ad-lost-list <box>564 716 689 904</box>
ad-body: Are at the service of the public in any part of the district. They have a 2½-ton motor lorry and other convey-ances. All orders attended to promptly and carried out expeditiously. Orders may be left at Newton King's, or Box 28, Ingle— <box>966 1447 1092 1526</box>
ad-motor-bargains <box>296 1180 421 1413</box>
ad-bakery <box>430 932 555 1051</box>
ad-private-hospital <box>430 1428 555 1507</box>
masthead-word-3: News. <box>784 0 1088 129</box>
section-heading: LAND FOR SALE. <box>832 156 957 173</box>
coupon-body: Please send me a free book about rheumatism, mentioned in the Taranaki Daily News, New Plymouth. H. 13. Name ............ Address ............ The Dominion Rheumatic Cure Pty., Ltd., Heliaby's Bldgs, Box 260, Auckland. <box>430 1338 555 1417</box>
ad-subtitle: is a dreadful disease, but you need not suffer from it. <box>430 1079 555 1099</box>
